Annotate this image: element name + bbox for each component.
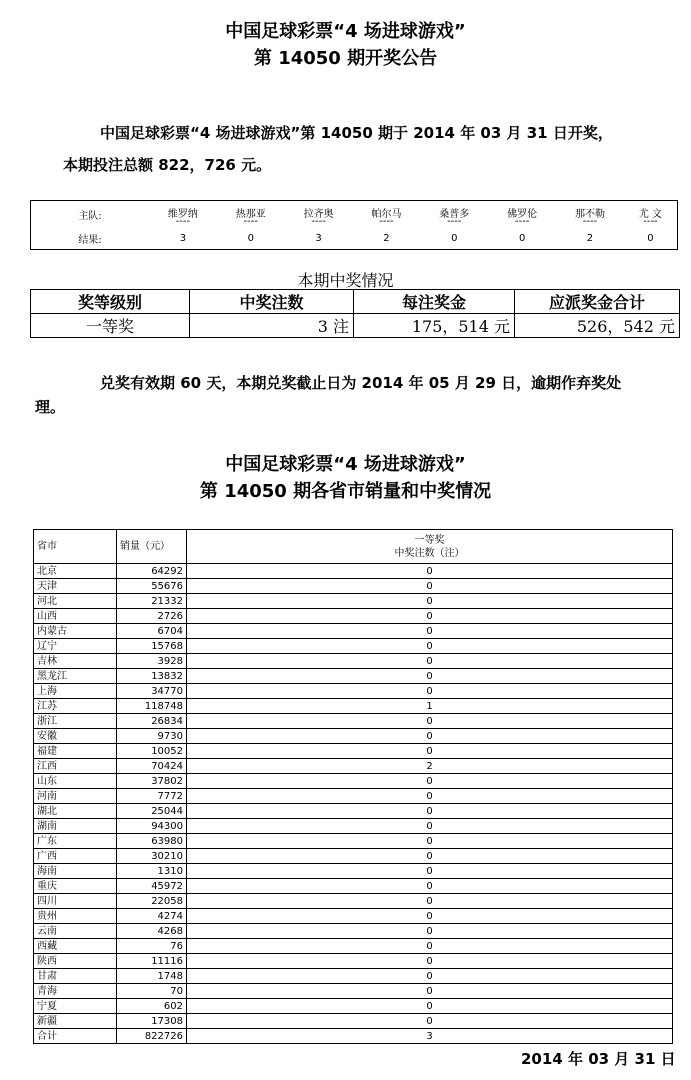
result-cell: 2	[383, 232, 390, 244]
team-cell	[420, 201, 488, 228]
home-label: 主队:	[78, 210, 102, 222]
table-row	[34, 1014, 673, 1029]
province-sales: 26834	[117, 714, 187, 729]
team-cell	[488, 201, 556, 228]
table-row	[34, 804, 673, 819]
province-sales: 822726	[117, 1029, 187, 1044]
province-sales: 21332	[117, 594, 187, 609]
province-sales: 30210	[117, 849, 187, 864]
province-winners: 0	[187, 849, 673, 864]
province-sales: 22058	[117, 894, 187, 909]
header-first-prize	[187, 530, 673, 564]
dash-separator	[217, 220, 285, 224]
table-row	[34, 564, 673, 579]
prize-header-total: 应派奖金合计	[515, 290, 680, 314]
province-name: 西藏	[34, 939, 117, 954]
footer-date: 2014 年 03 月 31 日	[521, 1050, 676, 1068]
table-row	[34, 999, 673, 1014]
team-name: 那不勒	[574, 208, 605, 220]
province-winners: 0	[187, 669, 673, 684]
province-winners: 0	[187, 639, 673, 654]
table-row	[34, 594, 673, 609]
table-row	[34, 789, 673, 804]
province-sales: 602	[117, 999, 187, 1014]
province-winners: 0	[187, 894, 673, 909]
province-sales: 3928	[117, 654, 187, 669]
table-row	[34, 759, 673, 774]
province-winners: 0	[187, 939, 673, 954]
province-name: 合计	[34, 1029, 117, 1044]
prize-count: 3 注	[190, 314, 354, 338]
province-sales: 94300	[117, 819, 187, 834]
team-name: 拉齐奥	[303, 208, 334, 220]
province-name: 湖北	[34, 804, 117, 819]
province-name: 新疆	[34, 1014, 117, 1029]
province-name: 内蒙古	[34, 624, 117, 639]
province-sales: 37802	[117, 774, 187, 789]
home-team-row	[31, 201, 678, 228]
prize-row	[31, 314, 680, 338]
province-sales: 76	[117, 939, 187, 954]
province-name: 河北	[34, 594, 117, 609]
dash-separator	[624, 220, 677, 224]
province-name: 吉林	[34, 654, 117, 669]
province-name: 上海	[34, 684, 117, 699]
province-winners: 0	[187, 909, 673, 924]
notice-line-1: 兑奖有效期 60 天，本期兑奖截止日为 2014 年 05 月 29 日，逾期作弃奖处	[100, 374, 622, 392]
dash-separator	[285, 220, 353, 224]
province-winners: 1	[187, 699, 673, 714]
intro-line-2: 本期投注总额 822，726 元。	[63, 156, 272, 174]
province-winners: 0	[187, 594, 673, 609]
table-row	[34, 939, 673, 954]
province-section-title: 中国足球彩票“4 场进球游戏”	[225, 454, 466, 475]
table-row	[34, 714, 673, 729]
team-name: 佛罗伦	[507, 208, 538, 220]
province-sales: 64292	[117, 564, 187, 579]
province-name: 宁夏	[34, 999, 117, 1014]
province-sales: 1310	[117, 864, 187, 879]
province-name: 浙江	[34, 714, 117, 729]
province-sales-table	[33, 529, 673, 1044]
dash-separator	[149, 220, 217, 224]
team-cell	[217, 201, 285, 228]
dash-separator	[353, 220, 421, 224]
province-winners: 0	[187, 819, 673, 834]
province-sales: 70	[117, 984, 187, 999]
intro-line-1: 中国足球彩票“4 场进球游戏”第 14050 期于 2014 年 03 月 31 日开奖，	[100, 124, 613, 142]
province-section-subtitle: 第 14050 期各省市销量和中奖情况	[199, 481, 492, 502]
team-name: 维罗纳	[167, 208, 198, 220]
table-row	[34, 654, 673, 669]
province-name: 云南	[34, 924, 117, 939]
province-sales: 55676	[117, 579, 187, 594]
province-sales: 45972	[117, 879, 187, 894]
prize-total: 526，542 元	[515, 314, 680, 338]
province-name: 贵州	[34, 909, 117, 924]
province-name: 广西	[34, 849, 117, 864]
province-sales: 9730	[117, 729, 187, 744]
province-winners: 0	[187, 789, 673, 804]
province-name: 青海	[34, 984, 117, 999]
result-cell: 0	[518, 232, 526, 244]
province-winners: 0	[187, 729, 673, 744]
province-name: 北京	[34, 564, 117, 579]
province-winners: 0	[187, 774, 673, 789]
province-sales: 63980	[117, 834, 187, 849]
province-name: 天津	[34, 579, 117, 594]
province-winners: 0	[187, 714, 673, 729]
result-row	[31, 228, 678, 250]
province-name: 江苏	[34, 699, 117, 714]
announcement-title: 中国足球彩票“4 场进球游戏”	[225, 21, 466, 42]
province-sales: 10052	[117, 744, 187, 759]
total-row	[34, 1029, 673, 1044]
province-winners: 0	[187, 879, 673, 894]
notice-line-2: 理。	[35, 398, 66, 416]
table-row	[34, 579, 673, 594]
province-sales: 34770	[117, 684, 187, 699]
table-row	[34, 849, 673, 864]
result-cell: 2	[586, 232, 594, 244]
province-name: 安徽	[34, 729, 117, 744]
province-sales: 17308	[117, 1014, 187, 1029]
province-sales: 2726	[117, 609, 187, 624]
province-sales: 70424	[117, 759, 187, 774]
team-name: 帕尔马	[371, 208, 402, 220]
result-cell: 0	[647, 232, 654, 244]
province-winners: 0	[187, 624, 673, 639]
province-sales: 1748	[117, 969, 187, 984]
province-name: 陕西	[34, 954, 117, 969]
province-name: 山西	[34, 609, 117, 624]
province-winners: 0	[187, 864, 673, 879]
province-sales: 11116	[117, 954, 187, 969]
prize-header-row	[31, 290, 680, 314]
province-name: 湖南	[34, 819, 117, 834]
table-row	[34, 639, 673, 654]
result-label: 结果:	[78, 234, 102, 246]
province-winners: 0	[187, 954, 673, 969]
team-name: 桑普多	[439, 208, 470, 220]
province-sales: 13832	[117, 669, 187, 684]
province-winners: 0	[187, 984, 673, 999]
province-winners: 0	[187, 609, 673, 624]
team-cell	[353, 201, 421, 228]
province-name: 四川	[34, 894, 117, 909]
dash-separator	[420, 220, 488, 224]
province-name: 海南	[34, 864, 117, 879]
header-province: 省市	[34, 530, 117, 564]
dash-separator	[488, 220, 556, 224]
table-row	[34, 729, 673, 744]
result-cell: 0	[247, 232, 254, 244]
province-sales: 7772	[117, 789, 187, 804]
province-sales: 4268	[117, 924, 187, 939]
province-sales: 25044	[117, 804, 187, 819]
table-row	[34, 699, 673, 714]
province-name: 黑龙江	[34, 669, 117, 684]
province-winners: 0	[187, 579, 673, 594]
province-header-row	[34, 530, 673, 564]
table-row	[34, 624, 673, 639]
table-row	[34, 819, 673, 834]
prize-section-title: 本期中奖情况	[297, 271, 394, 290]
table-row	[34, 909, 673, 924]
province-winners: 0	[187, 744, 673, 759]
table-row	[34, 879, 673, 894]
table-row	[34, 834, 673, 849]
header-sales: 销量（元）	[117, 530, 187, 564]
province-table-body	[34, 564, 673, 1044]
province-winners: 0	[187, 684, 673, 699]
team-cell	[149, 201, 217, 228]
prize-level: 一等奖	[31, 314, 190, 338]
province-winners: 0	[187, 564, 673, 579]
result-cell: 3	[179, 232, 187, 244]
table-row	[34, 954, 673, 969]
province-winners: 0	[187, 969, 673, 984]
prize-header-level: 奖等级别	[31, 290, 190, 314]
prize-header-each: 每注奖金	[354, 290, 515, 314]
province-name: 广东	[34, 834, 117, 849]
province-sales: 6704	[117, 624, 187, 639]
province-winners: 0	[187, 924, 673, 939]
province-winners: 3	[187, 1029, 673, 1044]
table-row	[34, 969, 673, 984]
table-row	[34, 744, 673, 759]
team-cell	[556, 201, 624, 228]
province-winners: 2	[187, 759, 673, 774]
dash-separator	[556, 220, 624, 224]
team-name: 热那亚	[235, 208, 266, 220]
province-name: 辽宁	[34, 639, 117, 654]
table-row	[34, 669, 673, 684]
announcement-subtitle: 第 14050 期开奖公告	[253, 48, 438, 69]
province-sales: 118748	[117, 699, 187, 714]
province-name: 山东	[34, 774, 117, 789]
team-cell	[624, 201, 678, 228]
table-row	[34, 894, 673, 909]
province-name: 重庆	[34, 879, 117, 894]
table-row	[34, 924, 673, 939]
table-row	[34, 864, 673, 879]
header-prize-count-label: 中奖注数（注）	[394, 547, 465, 559]
prize-each: 175，514 元	[354, 314, 515, 338]
province-name: 河南	[34, 789, 117, 804]
team-cell	[285, 201, 353, 228]
result-cell: 0	[451, 232, 458, 244]
team-name: 尤 文	[638, 208, 663, 220]
table-row	[34, 774, 673, 789]
province-name: 福建	[34, 744, 117, 759]
header-first-prize-label: 一等奖	[414, 534, 445, 546]
province-sales: 4274	[117, 909, 187, 924]
result-cell: 3	[315, 232, 322, 244]
prize-table	[30, 289, 680, 338]
prize-header-count: 中奖注数	[190, 290, 354, 314]
table-row	[34, 684, 673, 699]
province-name: 甘肃	[34, 969, 117, 984]
province-sales: 15768	[117, 639, 187, 654]
province-winners: 0	[187, 999, 673, 1014]
province-name: 江西	[34, 759, 117, 774]
table-row	[34, 984, 673, 999]
match-results-table	[30, 200, 678, 250]
province-winners: 0	[187, 654, 673, 669]
province-winners: 0	[187, 834, 673, 849]
table-row	[34, 609, 673, 624]
province-winners: 0	[187, 804, 673, 819]
province-winners: 0	[187, 1014, 673, 1029]
